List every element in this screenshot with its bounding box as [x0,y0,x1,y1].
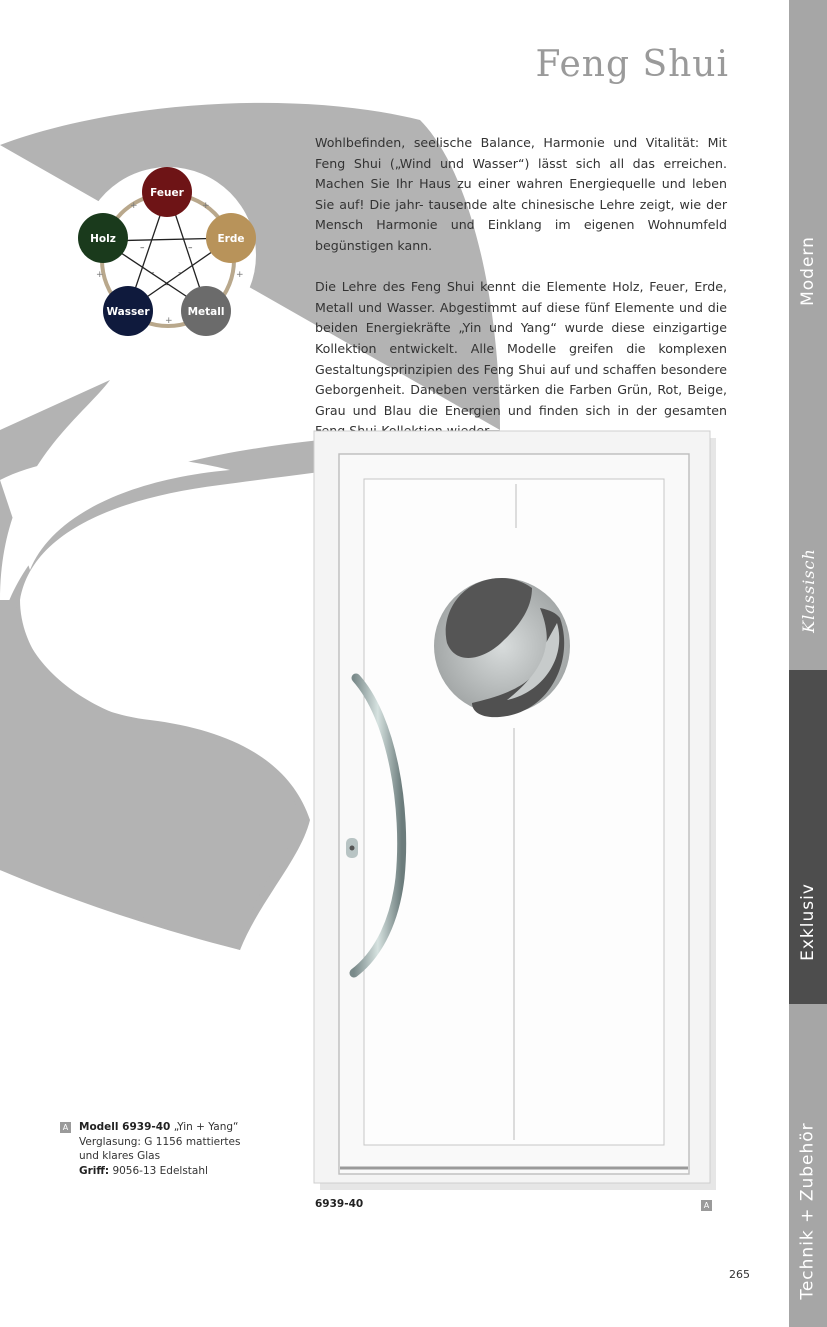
page-number: 265 [729,1268,750,1281]
element-wasser [103,286,153,336]
svg-text:Holz: Holz [90,233,116,245]
tab-klassisch[interactable]: Klassisch [789,480,827,670]
section-sidebar [789,0,827,1327]
door-image [312,428,718,1194]
svg-text:Feuer: Feuer [150,187,184,199]
five-elements-diagram [78,165,258,340]
tab-technik-zubehoer[interactable]: Technik + Zubehör [789,1004,827,1327]
caption-handle-line: Griff: 9056-13 Edelstahl [79,1164,208,1177]
minus-sign: – [188,243,193,253]
plus-sign: + [202,201,210,211]
plus-sign: + [130,201,138,211]
minus-sign: – [164,280,169,290]
plus-sign: + [165,316,173,326]
element-feuer [142,167,192,217]
element-holz [78,213,128,263]
element-erde [206,213,256,263]
plus-sign: + [236,270,244,280]
minus-sign: – [150,268,155,278]
element-metall [181,286,231,336]
door-model-number: 6939-40 [315,1198,364,1210]
tab-exklusiv[interactable]: Exklusiv [789,670,827,1004]
intro-paragraph-1: Wohlbefinden, seelische Balance, Harmonie und Vitalität: Mit Feng Shui („Wind und Wasser“) lässt sich all das erreichen. Machen Sie Ihr Haus zu einer wahren Energiequelle und leben Sie auf! Die jahr- tausende alte chinesische Lehre zeigt, wie der Mensch Harmonie und Einklang im eigenen Wohnumfeld begünstigen kann. [315,135,727,253]
caption-model-line: Modell 6939-40 „Yin + Yang“ [79,1121,239,1133]
door-lock [346,838,358,858]
tab-modern[interactable]: Modern [789,0,827,480]
minus-sign: – [140,243,145,253]
caption-glazing-line: Verglasung: G 1156 mattiertes [79,1135,241,1148]
caption-glass-line: und klares Glas [79,1150,161,1162]
model-caption [60,1120,270,1178]
page-title: Feng Shui [535,44,729,85]
intro-paragraph-2: Die Lehre des Feng Shui kennt die Elemente Holz, Feuer, Erde, Metall und Wasser. Abgestimmt auf diese fünf Elemente und die beiden Energiekräfte „Yin und Yang“ wurde diese einzigartige Kollektion entwickelt. Alle Modelle greifen die komplexen Gestaltungsprinzipien des Feng Shui auf und schaffen besondere Geborgenheit. Daneben verstärken die Farben Grün, Rot, Beige, Grau und Blau die Energien und finden sich in der gesamten [315,279,727,418]
door-reference-mark: A [701,1200,712,1211]
minus-sign: – [178,268,183,278]
svg-text:Metall: Metall [187,306,225,318]
intro-text [315,133,727,463]
caption-reference-mark: A [60,1122,71,1133]
plus-sign: + [96,270,104,280]
svg-text:Wasser: Wasser [106,306,150,318]
svg-text:Erde: Erde [217,233,245,245]
